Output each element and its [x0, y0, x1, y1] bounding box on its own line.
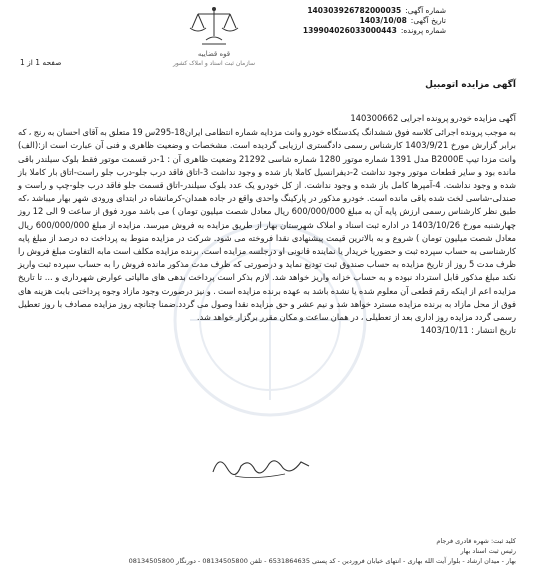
judiciary-emblem-icon	[184, 6, 244, 50]
notice-subject-line: آگهی مزایده خودرو پرونده اجرایی 140300662	[350, 113, 516, 123]
meta-label: تاریخ آگهی:	[410, 16, 446, 25]
org-subtitle: سازمان ثبت اسناد و املاک کشور	[172, 60, 256, 67]
publication-date-line	[18, 324, 516, 337]
case-number-row	[246, 26, 446, 36]
office-address: بهار - میدان ارشاد - بلوار آیت الله بهاری - انتهای خیابان فروردین - کد پستی 6531864635 - تلفن 08134505800 - دورنگار 08134505800	[128, 557, 516, 565]
signer-block	[20, 536, 516, 546]
notice-number: 140303926782000035	[307, 6, 402, 15]
case-number: 139904026033000443	[302, 26, 397, 35]
pubdate-value: 1403/10/11	[420, 325, 469, 336]
notice-title: آگهی مزایده اتومبیل	[425, 80, 516, 90]
notice-body	[18, 112, 516, 337]
pubdate-label: تاریخ انتشار :	[470, 325, 516, 336]
notice-paragraph: به موجب پرونده اجرائی کلاسه فوق ششدانگ یکدستگاه خودرو وانت مزدایه شماره انتظامی ایران18-295س 19 متعلق به آقای احسان به رنج ، که برابر گزارش مورخ 1403/9/21 کارشناس رسمی دادگستری ارزیابی گردیده است. مشخصات و وضعیت ظاهری و فنی آن عبارت است از:(الف) وانت مزدا تیپ B2000E مدل 1391 شماره موتور 1280 شماره شاسی 21292 وضعیت ظاهری آن : 1-در قسمت موتور فقط بلوک سیلندر باقی مانده بود و سایر قطعات موتور وجود نداشت 2-دیفرانسیل کاملا باز شده و وجود نداشت 3-اتاق فاقد درب جلو-درب جلو راست-اتاق بار کاملا باز شده و وجود نداشت. 4-آمپرها کامل باز شده و وجود نداشت. از کل خودرو یک عدد بلوک سیلندر-اتاق قسمت جلو فاقد درب جلو-چپ و راست و صندلی-شاسی لخت شده باقی مانده است. خودرو مذکور در پارکینگ واحدی واقع در جاده همدان-کرمانشاه در ابتدای ورودی شهر بهار میباشد ،که طبق نظر کارشناس رسمی ارزش پایه آن به مبلغ 600/000/000 ریال معادل شصت میلیون تومان ) می باشد مورد فوق از ساعت 9 الی 12 روز چهارشنبه مورخ 1403/10/26 در اداره ثبت اسناد و املاک شهرستان بهار از طریق مزایده به فروش میرسد. مزایده از مبلغ 600/000/000 ریال معادل شصت میلیون تومان ) شروع و به بالاترین قیمت پیشنهادی نقدا فروخته می شود. شرکت در مزایده منوط به پرداخت ده درصد از مبلغ پایه کارشناسی به حساب سپرده ثبت و حضوریا خریدار یا نماینده قانونی او درجلسه مزایده است. برنده مزایده مکلف است مابه التفاوت مبلغ فروش را ظرف مدت 5 روز از تاریخ مزایده به حساب صندوق ثبت تودیع نماید و درصورتی که ظرف مدت مذکور مانده فروش را به حساب سپرده ثبت واریز نکند مبلغ مذکور قابل استرداد نبوده و به حساب خزانه واریز خواهد شد. لازم بذکر است پرداخت بدهی های مالیاتی عوارض شهرداری و ... تا تاریخ مزایده اعم از اینکه رقم قطعی آن معلوم شده یا نشده باشد به عهده برنده مزایده است . و نیز درصورت وجود مازاد وجوه پرداختی بابت هزینه های فوق از محل مازاد به برنده مزایده مسترد خواهد شد و نیم عشر و حق مزایده نقدا وصول می گردد.ضمنا چنانچه روز مزایده مصادف با روز تعطیل رسمی گردد مزایده روز اداری بعد از تعطیلی ، در همان ساعت و مکان مقرر برگزار خواهد شد.	[18, 127, 517, 323]
notice-number-row	[246, 6, 446, 16]
meta-label: شماره آگهی:	[405, 6, 446, 15]
footer	[20, 536, 516, 566]
page-number: صفحه 1 از 1	[20, 58, 62, 67]
handwritten-signature-icon	[205, 448, 315, 484]
signed-by-label: کلید ثبت:	[490, 537, 516, 545]
meta-label: شماره پرونده:	[400, 26, 446, 35]
org-name: قوه قضاییه	[197, 50, 231, 58]
notice-meta	[246, 6, 446, 36]
organization-title	[150, 50, 278, 68]
notice-date-row	[246, 16, 446, 26]
notice-date: 1403/10/08	[359, 16, 407, 25]
signer-title: رئیس ثبت اسناد بهار	[460, 547, 516, 555]
signer-name: شهره قادری فرجام	[436, 537, 489, 545]
